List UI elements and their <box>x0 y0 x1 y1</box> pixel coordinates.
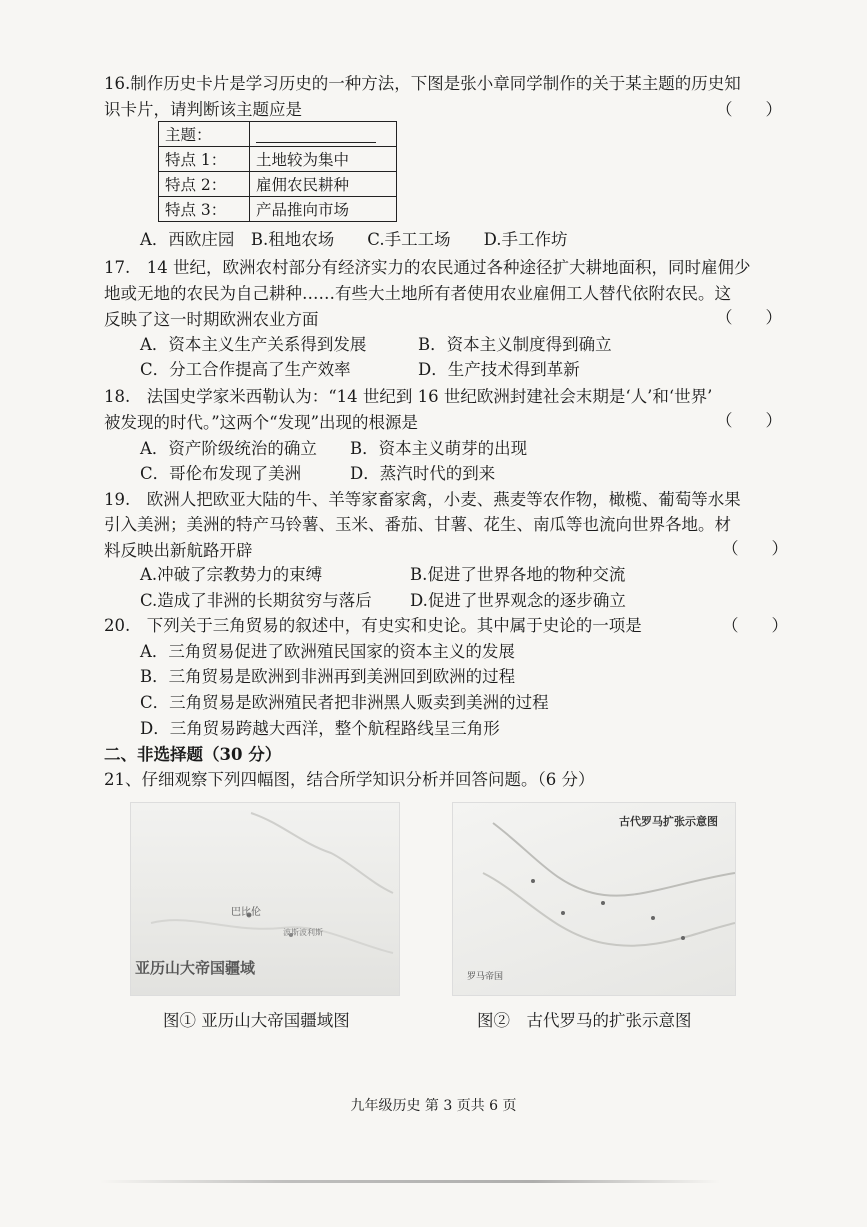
q20-option-c: C．三角贸易是欧洲殖民者把非洲黑人贩卖到美洲的过程 <box>140 693 549 712</box>
card-value: 雇佣农民耕种 <box>250 172 397 197</box>
map-alexander-empire <box>130 802 400 996</box>
history-card-table <box>158 121 397 222</box>
map-city-label: 波斯波利斯 <box>283 928 323 937</box>
card-value: 产品推向市场 <box>250 197 397 222</box>
card-value: 土地较为集中 <box>250 147 397 172</box>
q19-option-b: B.促进了世界各地的物种交流 <box>410 565 626 584</box>
map-label: 罗马帝国 <box>467 972 504 982</box>
q18-option-a: A．资产阶级统治的确立 <box>140 439 317 458</box>
section-heading: 二、非选择题（30 分） <box>104 745 282 764</box>
q19-stem-line3: 料反映出新航路开辟 <box>104 541 253 560</box>
card-key: 主题： <box>159 122 250 147</box>
map-outline-icon <box>453 803 735 995</box>
q19-answer-paren: （ ） <box>722 539 788 558</box>
page-footer: 九年级历史 第 3 页共 6 页 <box>350 1098 517 1114</box>
q21-stem: 21、仔细观察下列四幅图，结合所学知识分析并回答问题。（6 分） <box>104 770 595 789</box>
blank-line <box>256 126 376 143</box>
q19-option-d: D.促进了世界观念的逐步确立 <box>410 591 626 610</box>
q18-stem-line2: 被发现的时代。”这两个“发现”出现的根源是 <box>104 413 419 432</box>
q17-option-a: A．资本主义生产关系得到发展 <box>140 335 367 354</box>
q17-option-b: B．资本主义制度得到确立 <box>418 335 612 354</box>
q16-stem-line2: 识卡片，请判断该主题应是 <box>104 100 302 119</box>
q20-option-b: B．三角贸易是欧洲到非洲再到美洲回到欧洲的过程 <box>140 667 516 686</box>
card-row <box>159 197 397 222</box>
map2-caption: 图② 古代罗马的扩张示意图 <box>477 1011 692 1030</box>
q20-option-a: A．三角贸易促进了欧洲殖民国家的资本主义的发展 <box>140 642 515 661</box>
q18-option-c: C．哥伦布发现了美洲 <box>140 464 302 483</box>
card-topic-blank <box>250 122 397 147</box>
card-row <box>159 147 397 172</box>
q17-option-c: C．分工合作提高了生产效率 <box>140 360 351 379</box>
card-row-topic <box>159 122 397 147</box>
map-city-label: 巴比伦 <box>231 907 261 918</box>
q17-stem-line1: 17. 14 世纪，欧洲农村部分有经济实力的农民通过各种途径扩大耕地面积，同时雇佣少 <box>104 258 751 277</box>
q19-stem-line2: 引入美洲；美洲的特产马铃薯、玉米、番茄、甘薯、花生、南瓜等也流向世界各地。材 <box>104 515 731 534</box>
q20-stem-line1: 20. 下列关于三角贸易的叙述中，有史实和史论。其中属于史论的一项是 <box>104 616 642 635</box>
map-label: 亚历山大帝国疆域 <box>135 959 256 977</box>
q17-stem-line3: 反映了这一时期欧洲农业方面 <box>104 310 319 329</box>
map-title: 古代罗马扩张示意图 <box>619 815 718 828</box>
q16-stem-line1: 16.制作历史卡片是学习历史的一种方法，下图是张小章同学制作的关于某主题的历史知 <box>104 74 741 93</box>
q17-option-d: D．生产技术得到革新 <box>418 360 580 379</box>
q16-options: A．西欧庄园 B.租地农场 C.手工工场 D.手工作坊 <box>140 230 568 249</box>
q17-stem-line2: 地或无地的农民为自己耕种……有些大土地所有者使用农业雇佣工人替代依附农民。这 <box>104 284 731 303</box>
card-key: 特点 1： <box>159 147 250 172</box>
q20-option-d: D．三角贸易跨越大西洋，整个航程路线呈三角形 <box>140 719 500 738</box>
card-key: 特点 2： <box>159 172 250 197</box>
q17-answer-paren: （ ） <box>716 308 782 327</box>
card-key: 特点 3： <box>159 197 250 222</box>
q18-stem-line1: 18. 法国史学家米西勒认为：“14 世纪到 16 世纪欧洲封建社会末期是‘人’和‘世界’ <box>104 387 713 406</box>
q16-answer-paren: （ ） <box>716 100 782 119</box>
q20-answer-paren: （ ） <box>722 616 788 635</box>
map1-caption: 图① 亚历山大帝国疆域图 <box>163 1011 350 1030</box>
q18-option-d: D．蒸汽时代的到来 <box>350 464 496 483</box>
q19-option-c: C.造成了非洲的长期贫穷与落后 <box>140 591 372 610</box>
card-row <box>159 172 397 197</box>
q18-answer-paren: （ ） <box>716 411 782 430</box>
q18-option-b: B．资本主义萌芽的出现 <box>350 439 528 458</box>
map-roman-expansion <box>452 802 736 996</box>
scan-artifact <box>100 1180 720 1183</box>
q19-stem-line1: 19. 欧洲人把欧亚大陆的牛、羊等家畜家禽，小麦、燕麦等农作物，橄榄、葡萄等水果 <box>104 490 741 509</box>
q19-option-a: A.冲破了宗教势力的束缚 <box>140 565 323 584</box>
